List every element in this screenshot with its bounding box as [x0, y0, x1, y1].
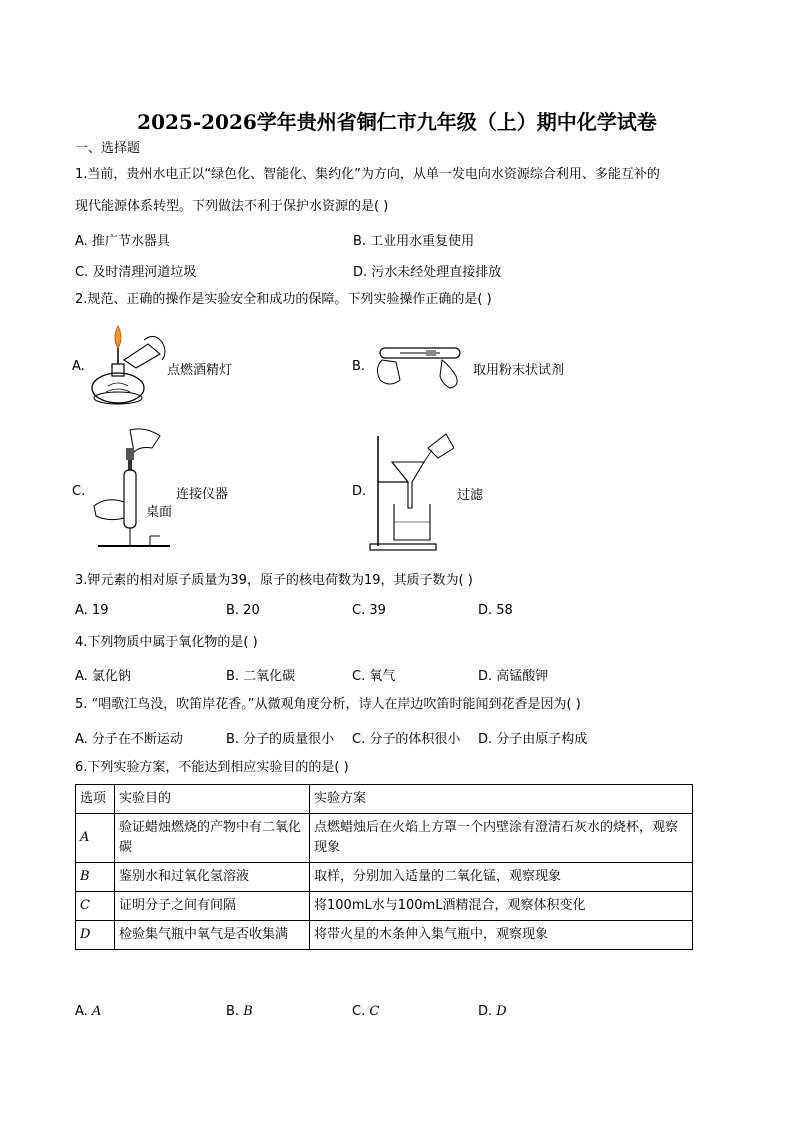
q3-option-a: A. 19 — [75, 603, 109, 618]
table-cell-option: C — [76, 892, 115, 921]
q2-option-b-letter: B. — [352, 359, 366, 374]
q2-option-b-label: 取用粉末状试剂 — [473, 363, 565, 378]
q4-stem: 4.下列物质中属于氧化物的是( ) — [75, 635, 258, 650]
q6-option-d — [478, 1004, 507, 1019]
q6-option-c — [352, 1004, 379, 1019]
alcohol-lamp-illustration — [88, 320, 170, 412]
q6-option-b-value: B — [243, 1004, 253, 1019]
table-cell-option: B — [76, 863, 115, 892]
experiment-table — [75, 784, 693, 950]
section-heading: 一、选择题 — [75, 141, 141, 156]
q3-option-c: C. 39 — [352, 603, 386, 618]
page-title: 2025-2026学年贵州省铜仁市九年级（上）期中化学试卷 — [137, 110, 657, 134]
q1-option-c: C. 及时清理河道垃圾 — [75, 265, 197, 280]
q4-option-a: A. 氯化钠 — [75, 669, 131, 684]
table-row — [76, 863, 693, 892]
q3-option-d: D. 58 — [478, 603, 513, 618]
q6-option-a — [75, 1004, 101, 1019]
q2-option-a-letter: A. — [72, 359, 85, 374]
q2-option-d-label: 过滤 — [457, 488, 484, 503]
q2-option-a-label: 点燃酒精灯 — [167, 363, 233, 378]
q5-option-b: B. 分子的质量很小 — [226, 732, 335, 747]
table-cell-purpose: 证明分子之间有间隔 — [115, 892, 310, 921]
q1-option-a: A. 推广节水器具 — [75, 234, 170, 249]
q1-stem-line1: 1.当前，贵州水电正以“绿色化、智能化、集约化”为方向，从单一发电向水资源综合利用、多能互补的 — [75, 167, 660, 182]
table-cell-plan: 取样，分别加入适量的二氧化锰，观察现象 — [310, 863, 693, 892]
q6-stem: 6.下列实验方案，不能达到相应实验目的的是( ) — [75, 760, 349, 775]
q2-option-c-letter: C. — [72, 484, 86, 499]
q3-stem: 3.钾元素的相对原子质量为39，原子的核电荷数为19，其质子数为( ) — [75, 573, 473, 588]
q6-option-d-value: D — [496, 1004, 507, 1019]
table-cell-plan: 将100mL水与100mL酒精混合，观察体积变化 — [310, 892, 693, 921]
table-cell-plan: 点燃蜡烛后在火焰上方罩一个内壁涂有澄清石灰水的烧杯，观察现象 — [310, 814, 693, 863]
table-row — [76, 921, 693, 950]
q2-option-c-sublabel: 桌面 — [146, 505, 173, 520]
test-tube-powder-illustration — [370, 336, 470, 392]
q5-option-c: C. 分子的体积很小 — [352, 732, 461, 747]
connect-apparatus-illustration — [90, 426, 172, 552]
q4-option-c: C. 氧气 — [352, 669, 396, 684]
table-cell-purpose: 鉴别水和过氧化氢溶液 — [115, 863, 310, 892]
q3-option-b: B. 20 — [226, 603, 260, 618]
filtration-illustration — [368, 428, 454, 552]
q5-option-d: D. 分子由原子构成 — [478, 732, 588, 747]
table-cell-option: D — [76, 921, 115, 950]
q6-option-a-value: A — [91, 1004, 102, 1019]
q6-option-b — [226, 1004, 253, 1019]
table-row — [76, 892, 693, 921]
q6-option-c-value: C — [369, 1004, 380, 1019]
table-cell-purpose: 检验集气瓶中氧气是否收集满 — [115, 921, 310, 950]
table-header-cell: 实验方案 — [310, 785, 693, 814]
q5-stem: 5. “唱歌江鸟没，吹笛岸花香。”从微观角度分析，诗人在岸边吹笛时能闻到花香是因为( ) — [75, 697, 581, 712]
q6-option-d-prefix: D. — [478, 1004, 493, 1019]
q4-option-d: D. 高锰酸钾 — [478, 669, 549, 684]
q6-option-b-prefix: B. — [226, 1004, 240, 1019]
q6-option-c-prefix: C. — [352, 1004, 366, 1019]
q2-option-c-label: 连接仪器 — [176, 487, 229, 502]
table-cell-plan: 将带火星的木条伸入集气瓶中，观察现象 — [310, 921, 693, 950]
q1-stem-line2: 现代能源体系转型。下列做法不利于保护水资源的是( ) — [75, 199, 389, 214]
table-header-row — [76, 785, 693, 814]
table-cell-option: A — [76, 814, 115, 863]
table-cell-purpose: 验证蜡烛燃烧的产物中有二氧化碳 — [115, 814, 310, 863]
q4-option-b: B. 二氧化碳 — [226, 669, 296, 684]
table-header-cell: 实验目的 — [115, 785, 310, 814]
q2-option-d-letter: D. — [352, 484, 367, 499]
q1-option-d: D. 污水未经处理直接排放 — [353, 265, 502, 280]
q2-stem: 2.规范、正确的操作是实验安全和成功的保障。下列实验操作正确的是( ) — [75, 292, 492, 307]
q6-option-a-prefix: A. — [75, 1004, 88, 1019]
table-row — [76, 814, 693, 863]
q1-option-b: B. 工业用水重复使用 — [353, 234, 475, 249]
q5-option-a: A. 分子在不断运动 — [75, 732, 183, 747]
table-header-cell: 选项 — [76, 785, 115, 814]
